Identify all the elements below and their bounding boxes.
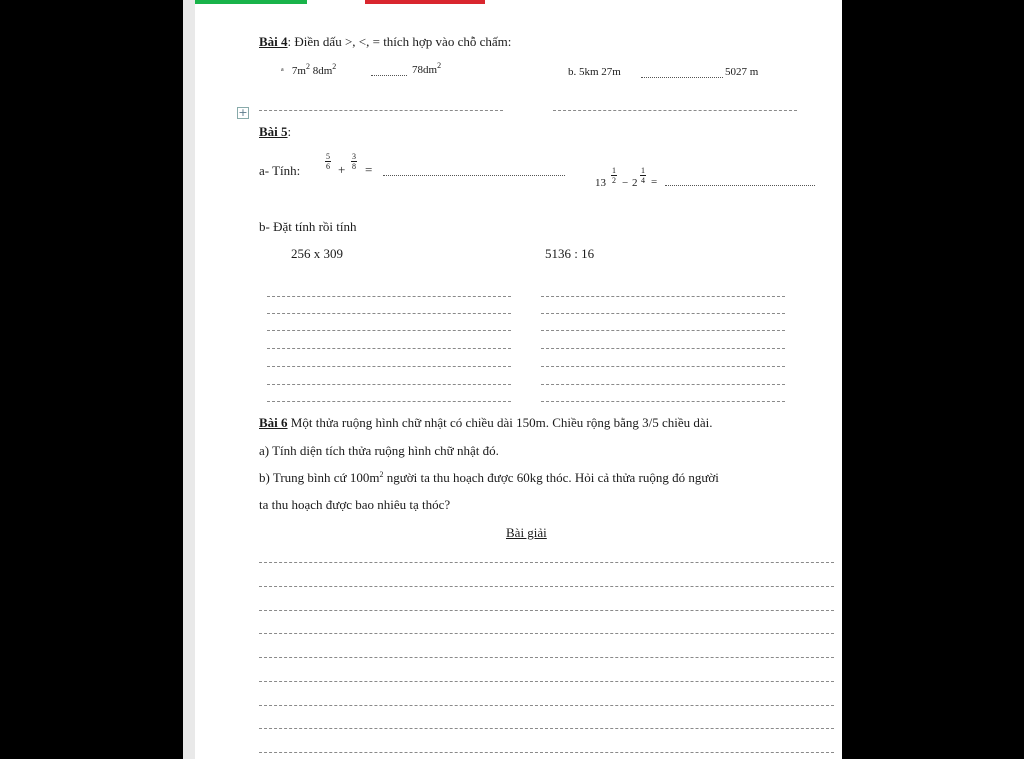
work-line <box>267 366 511 367</box>
mixed-whole-2: 2 <box>632 177 638 189</box>
work-line <box>267 296 511 297</box>
bai6-question-a: a) Tính diện tích thửa ruộng hình chữ nhật đó. <box>259 443 499 458</box>
window-left-gutter <box>183 0 195 759</box>
answer-line <box>259 110 503 111</box>
work-line <box>267 330 511 331</box>
bai4-a-blank <box>371 75 407 76</box>
solution-heading: Bài giải <box>506 525 547 540</box>
fraction-numerator: 1 <box>612 166 616 175</box>
bai4-a-left2: 8dm <box>309 65 333 77</box>
bai5-a-label: a- Tính: <box>259 163 301 178</box>
table-move-handle-icon[interactable]: + <box>238 106 248 119</box>
progress-bar-red <box>365 0 485 4</box>
equals-sign: = <box>651 176 658 188</box>
work-line <box>541 313 785 314</box>
bai4-a-left-sup: 2 <box>305 62 310 71</box>
fraction-denominator: 8 <box>352 162 356 171</box>
work-line <box>267 313 511 314</box>
progress-bar-green <box>195 0 307 4</box>
bai6-question-b <box>259 470 719 486</box>
work-line <box>541 296 785 297</box>
bai4-a <box>281 62 336 79</box>
solution-line <box>259 610 834 611</box>
fraction-denominator: 6 <box>326 162 330 171</box>
work-line <box>541 401 785 402</box>
calc-division: 5136 : 16 <box>545 246 595 261</box>
fraction-3-8 <box>351 152 357 171</box>
fraction-numerator: 5 <box>326 152 330 161</box>
solution-line <box>259 633 834 634</box>
work-line <box>541 384 785 385</box>
bai4-a-right <box>412 62 441 78</box>
solution-line <box>259 681 834 682</box>
solution-line <box>259 562 834 563</box>
bai6-title: Bài 6 <box>259 415 288 430</box>
bai4-prompt: : Điền dấu >, <, = thích hợp vào chỗ chấm: <box>287 34 512 49</box>
fraction-numerator: 1 <box>641 166 645 175</box>
bai4-a-marker: a <box>281 67 284 73</box>
bai6-question-b-line2: ta thu hoạch được bao nhiêu tạ thóc? <box>259 497 451 512</box>
bai4-b-blank <box>641 77 723 78</box>
bai4-a-right-value: 78dm <box>412 64 438 76</box>
bai5-b-label: b- Đặt tính rồi tính <box>259 219 357 234</box>
bai4-b-right: 5027 m <box>725 66 759 78</box>
solution-line <box>259 752 834 753</box>
calc-multiplication: 256 x 309 <box>291 246 343 261</box>
solution-line <box>259 586 834 587</box>
fraction-1-2 <box>611 166 617 185</box>
bai6-b-sup: 2 <box>379 470 384 479</box>
solution-line <box>259 728 834 729</box>
bai4-a-left2-sup: 2 <box>332 62 337 71</box>
work-line <box>267 401 511 402</box>
fraction-denominator: 2 <box>612 176 616 185</box>
fraction-5-6 <box>325 152 331 171</box>
solution-line <box>259 705 834 706</box>
fraction-numerator: 3 <box>352 152 356 161</box>
mixed-whole-13: 13 <box>595 177 606 189</box>
fraction-1-4 <box>640 166 646 185</box>
work-line <box>541 348 785 349</box>
bai4-a-right-sup: 2 <box>437 61 442 70</box>
bai5-title: Bài 5 <box>259 124 288 139</box>
plus-operator: + <box>338 162 346 177</box>
document-page <box>195 0 842 759</box>
minus-operator: − <box>622 177 629 189</box>
bai4-a-left: 7m <box>291 65 306 77</box>
bai4-b-label: b. 5km 27m <box>568 66 621 78</box>
bai5-colon: : <box>287 124 292 139</box>
work-line <box>267 348 511 349</box>
equals-sign: = <box>365 162 373 177</box>
bai6-text: Một thửa ruộng hình chữ nhật có chiều dài 150m. Chiều rộng bằng 3/5 chiều dài. <box>287 415 713 430</box>
bai6-paragraph <box>259 415 713 431</box>
work-line <box>267 384 511 385</box>
bai6-b-part2: người ta thu hoạch được 60kg thóc. Hỏi cả thửa ruộng đó người <box>383 470 719 485</box>
solution-line <box>259 657 834 658</box>
work-line <box>541 366 785 367</box>
fraction-denominator: 4 <box>641 176 645 185</box>
bai6-b-part1: b) Trung bình cứ 100m <box>259 470 380 485</box>
bai5-heading <box>259 124 291 140</box>
answer-line <box>553 110 797 111</box>
bai4-title: Bài 4 <box>259 34 288 49</box>
bai5-a-blank <box>383 175 565 176</box>
bai5-a2-blank <box>665 185 815 186</box>
work-line <box>541 330 785 331</box>
bai4-heading <box>259 34 511 50</box>
